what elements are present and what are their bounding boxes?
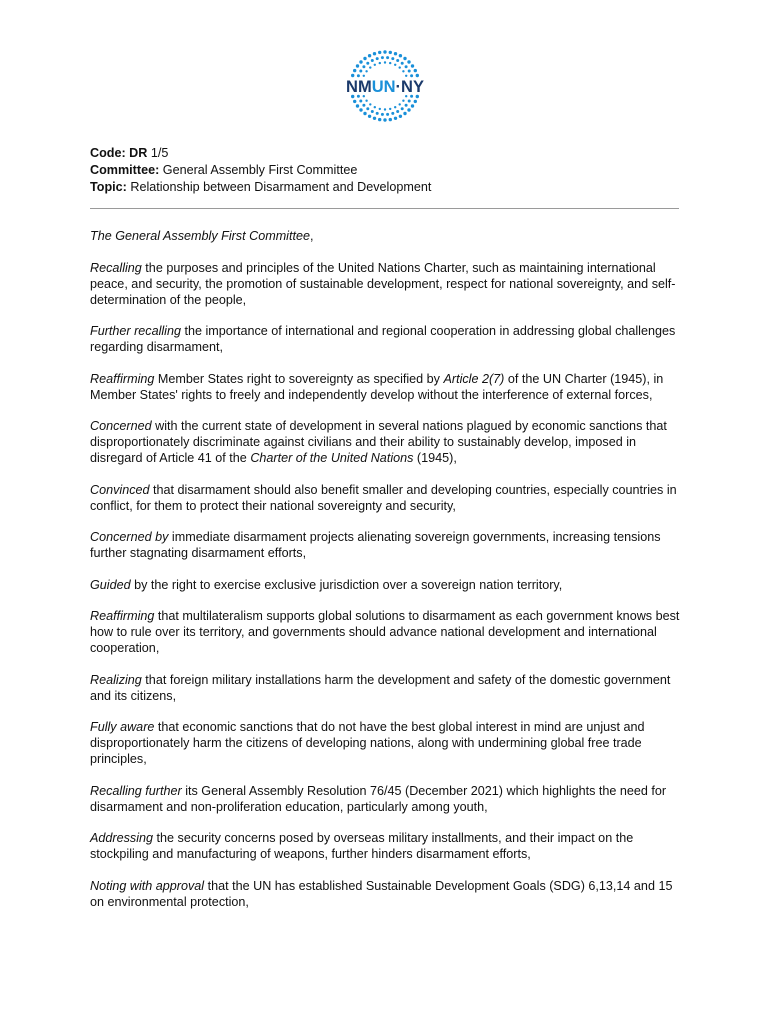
logo-dot bbox=[396, 59, 399, 62]
logo-dot bbox=[373, 52, 376, 55]
logo-dot bbox=[374, 64, 376, 66]
logo-dot bbox=[369, 103, 371, 105]
logo-dot bbox=[408, 70, 411, 73]
clause-paragraph bbox=[90, 783, 682, 815]
logo-dot bbox=[379, 62, 381, 64]
clause-text-continued: of the UN Charter (1945), in Member States' rights to freely and independently develop without the interference of external forces, bbox=[90, 371, 664, 402]
logo-dot bbox=[396, 110, 399, 113]
logo-dot bbox=[391, 112, 394, 115]
logo-dot bbox=[371, 59, 374, 62]
logo-dot bbox=[356, 64, 359, 67]
logo-wordmark bbox=[346, 78, 424, 96]
logo-dot bbox=[407, 108, 410, 111]
topic-line bbox=[90, 179, 431, 196]
logo-text-un: UN bbox=[371, 78, 396, 96]
logo-dot bbox=[389, 62, 391, 64]
clause-text-continued: (1945), bbox=[413, 451, 457, 465]
logo-dot bbox=[389, 108, 391, 110]
code-label: Code: DR bbox=[90, 146, 148, 160]
logo-text-nm: NM bbox=[346, 78, 372, 96]
clause-lead: The General Assembly First Committee bbox=[90, 229, 310, 243]
logo-text-dot: · bbox=[395, 78, 402, 96]
logo-dot bbox=[381, 113, 384, 116]
logo-dot bbox=[378, 118, 381, 121]
clause-paragraph bbox=[90, 672, 682, 704]
logo-dot bbox=[399, 103, 401, 105]
logo-dot bbox=[383, 118, 386, 121]
clause-lead: Fully aware bbox=[90, 720, 155, 734]
logo-dot bbox=[369, 66, 371, 68]
logo-dot bbox=[362, 104, 365, 107]
logo-dot bbox=[376, 57, 379, 60]
logo-dot bbox=[389, 51, 392, 54]
committee-line bbox=[90, 162, 431, 179]
clause-text: that the UN has established Sustainable Development Goals (SDG) 6,13,14 and 15 on environmental protection, bbox=[90, 878, 673, 909]
topic-value: Relationship between Disarmament and Development bbox=[126, 180, 432, 194]
clause-paragraph bbox=[90, 719, 682, 767]
clause-lead: Recalling bbox=[90, 260, 142, 275]
logo-dot bbox=[378, 51, 381, 54]
logo-dot bbox=[401, 107, 404, 110]
logo-dot bbox=[368, 54, 371, 57]
clause-text: , bbox=[310, 229, 314, 243]
logo-dot bbox=[363, 112, 366, 115]
logo-dot bbox=[373, 117, 376, 120]
logo-dot bbox=[381, 56, 384, 59]
committee-label: Committee: bbox=[90, 163, 160, 177]
clause-text: Member States right to sovereignty as specified by bbox=[154, 371, 444, 386]
clause-paragraph bbox=[90, 418, 682, 466]
clause-text: the purposes and principles of the United Nations Charter, such as maintaining international peace, and security, the promotion of sustainable development, respect for national sovereignty, and self-determination of the people, bbox=[90, 260, 676, 307]
logo-dot bbox=[351, 74, 354, 77]
logo-dot bbox=[365, 70, 367, 72]
clause-lead: Recalling further bbox=[90, 783, 182, 798]
logo-dot bbox=[391, 57, 394, 60]
logo-dot bbox=[401, 62, 404, 65]
clause-text: that multilateralism supports global solutions to disarmament as each government knows best how to rule over its territory, and governments should advance national development and international cooperation, bbox=[90, 609, 680, 655]
document-header bbox=[90, 145, 431, 196]
code-value: 1/5 bbox=[147, 146, 169, 160]
logo-dot bbox=[394, 106, 396, 108]
clause-lead: Reaffirming bbox=[90, 371, 155, 386]
logo-dot bbox=[411, 104, 414, 107]
logo-dot bbox=[399, 115, 402, 118]
logo-dot bbox=[379, 108, 381, 110]
code-line bbox=[90, 145, 431, 162]
logo-dot bbox=[374, 106, 376, 108]
logo-dot bbox=[368, 115, 371, 118]
nmun-ny-logo bbox=[334, 46, 436, 126]
clause-paragraph bbox=[90, 608, 682, 656]
logo-dot bbox=[362, 65, 365, 68]
logo-dot bbox=[359, 60, 362, 63]
header-divider bbox=[90, 208, 679, 209]
clause-text: the security concerns posed by overseas military installments, and their impact on the stockpiling and manufacturing of weapons, further hinders disarmament efforts, bbox=[90, 831, 634, 861]
clause-paragraph bbox=[90, 323, 682, 355]
logo-dot bbox=[356, 104, 359, 107]
logo-dot bbox=[359, 70, 362, 73]
logo-dot bbox=[403, 57, 406, 60]
logo-dot bbox=[402, 100, 404, 102]
clause-paragraph bbox=[90, 260, 682, 308]
logo-dot bbox=[353, 100, 356, 103]
clause-lead: Realizing bbox=[90, 672, 142, 687]
clause-paragraph bbox=[90, 529, 682, 561]
logo-dot bbox=[402, 70, 404, 72]
logo-dot bbox=[366, 107, 369, 110]
logo-dot bbox=[363, 57, 366, 60]
logo-dot bbox=[414, 69, 417, 72]
clause-lead: Noting with approval bbox=[90, 878, 205, 893]
clause-paragraph bbox=[90, 878, 682, 910]
topic-label: Topic: bbox=[90, 180, 127, 194]
clause-paragraph bbox=[90, 371, 682, 403]
logo-dot bbox=[405, 104, 408, 107]
clause-lead: Concerned bbox=[90, 419, 152, 433]
logo-dot bbox=[403, 112, 406, 115]
clause-lead: Further recalling bbox=[90, 324, 181, 338]
logo-dot bbox=[384, 61, 386, 63]
logo-dot bbox=[414, 100, 417, 103]
logo-dot bbox=[386, 113, 389, 116]
clause-paragraph bbox=[90, 577, 682, 593]
clause-lead: Addressing bbox=[90, 831, 154, 845]
committee-value: General Assembly First Committee bbox=[159, 163, 358, 177]
logo-dot bbox=[363, 75, 365, 77]
logo-dot bbox=[405, 75, 407, 77]
logo-dot bbox=[353, 69, 356, 72]
logo-dot bbox=[389, 118, 392, 121]
logo-dot bbox=[357, 74, 360, 77]
clause-text: with the current state of development in several nations plagued by economic sanctions that disproportionately discriminate against civilians and their ability to sustainably develop, imposed in disregard of Article 41 of the bbox=[90, 419, 667, 465]
clause-paragraph bbox=[90, 228, 682, 244]
clause-text: its General Assembly Resolution 76/45 (December 2021) which highlights the need for disarmament and non-proliferation education, particularly among youth, bbox=[90, 783, 667, 814]
logo-dot bbox=[365, 100, 367, 102]
logo-dot bbox=[407, 60, 410, 63]
clause-text: that economic sanctions that do not have the best global interest in mind are unjust and disproportionately harm the citizens of developing nations, along with undermining global free trade principles, bbox=[90, 720, 645, 766]
preambulatory-clauses bbox=[90, 228, 682, 925]
clause-citation: Charter of the United Nations bbox=[250, 451, 414, 465]
clause-text: that foreign military installations harm the development and safety of the domestic government and its citizens, bbox=[90, 672, 671, 703]
logo-dot bbox=[394, 117, 397, 120]
clause-text: that disarmament should also benefit smaller and developing countries, especially countries in conflict, for them to protect their national sovereignty and security, bbox=[90, 482, 677, 513]
clause-paragraph bbox=[90, 830, 682, 862]
logo-dot bbox=[405, 65, 408, 68]
clause-citation: Article 2(7) bbox=[443, 371, 505, 386]
logo-dot bbox=[394, 64, 396, 66]
clause-lead: Reaffirming bbox=[90, 609, 155, 623]
logo-dot bbox=[399, 66, 401, 68]
logo-text-ny: NY bbox=[401, 78, 424, 96]
logo-dot bbox=[359, 108, 362, 111]
clause-paragraph bbox=[90, 482, 682, 514]
logo-dot bbox=[411, 64, 414, 67]
clause-lead: Concerned by bbox=[90, 530, 169, 544]
logo-dot bbox=[399, 54, 402, 57]
logo-dot bbox=[371, 110, 374, 113]
logo-dot bbox=[408, 100, 411, 103]
clause-lead: Guided bbox=[90, 577, 131, 592]
logo-dot bbox=[410, 74, 413, 77]
logo-dot bbox=[359, 100, 362, 103]
logo-dot bbox=[383, 50, 386, 53]
clause-text: by the right to exercise exclusive jurisdiction over a sovereign nation territory, bbox=[130, 577, 563, 592]
logo-dot bbox=[394, 52, 397, 55]
logo-dot bbox=[376, 112, 379, 115]
clause-lead: Convinced bbox=[90, 482, 150, 497]
clause-text: the importance of international and regional cooperation in addressing global challenges regarding disarmament, bbox=[90, 324, 676, 354]
logo-dot bbox=[384, 108, 386, 110]
clause-text: immediate disarmament projects alienating sovereign governments, increasing tensions further stagnating disarmament efforts, bbox=[90, 530, 661, 560]
logo-dot bbox=[366, 62, 369, 65]
logo-dot bbox=[386, 56, 389, 59]
logo-dot bbox=[416, 74, 419, 77]
